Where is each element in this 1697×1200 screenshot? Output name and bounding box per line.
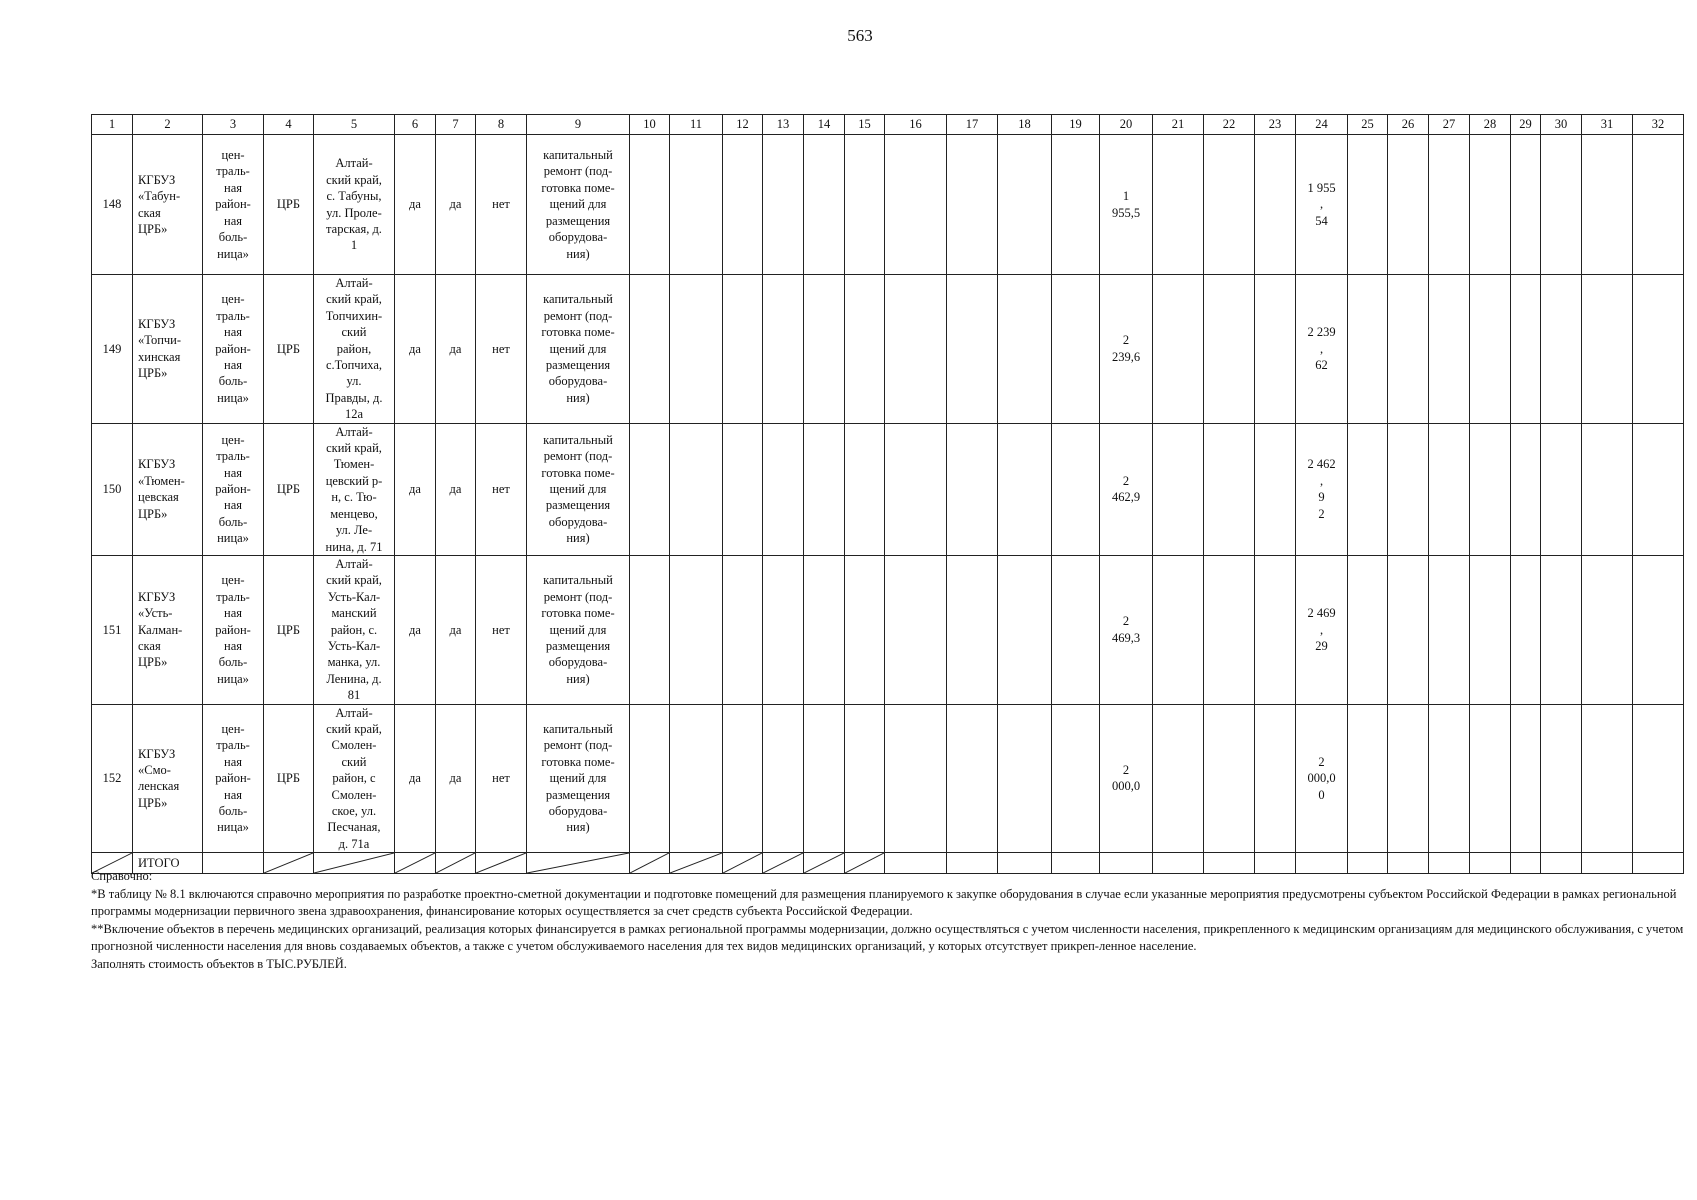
cell-col-9: капитальный ремонт (под- готовка поме- щений для размещения оборудова- ния) <box>527 275 630 424</box>
column-header-7: 7 <box>436 115 476 135</box>
empty-cell <box>630 423 670 555</box>
empty-cell <box>630 275 670 424</box>
empty-cell <box>1204 423 1255 555</box>
column-header-14: 14 <box>804 115 845 135</box>
cell-col-20: 2 000,0 <box>1100 704 1153 853</box>
empty-cell <box>670 135 723 275</box>
cell-col-3: цен- траль- ная район- ная боль- ница» <box>203 704 264 853</box>
empty-cell <box>1541 135 1582 275</box>
empty-cell <box>1511 555 1541 704</box>
objects-table <box>91 114 1684 874</box>
empty-cell <box>885 423 947 555</box>
column-header-20: 20 <box>1100 115 1153 135</box>
empty-cell <box>804 704 845 853</box>
empty-cell <box>845 704 885 853</box>
empty-cell <box>1153 275 1204 424</box>
empty-cell <box>998 555 1052 704</box>
cell-col-4: ЦРБ <box>264 555 314 704</box>
empty-cell <box>947 275 998 424</box>
empty-cell <box>1255 135 1296 275</box>
empty-cell <box>1633 135 1684 275</box>
empty-cell <box>1429 423 1470 555</box>
cell-col-7: да <box>436 275 476 424</box>
empty-cell <box>723 704 763 853</box>
empty-cell <box>723 555 763 704</box>
cell-col-5: Алтай- ский край, Усть-Кал- манский район, с. Усть-Кал- манка, ул. Ленина, д. 81 <box>314 555 395 704</box>
empty-cell <box>1153 135 1204 275</box>
cell-col-4: ЦРБ <box>264 135 314 275</box>
empty-cell <box>1052 423 1100 555</box>
empty-cell <box>630 135 670 275</box>
cell-col-4: ЦРБ <box>264 704 314 853</box>
cell-col-6: да <box>395 704 436 853</box>
empty-cell <box>1348 555 1388 704</box>
note-currency: Заполнять стоимость объектов в ТЫС.РУБЛЕЙ. <box>91 956 347 971</box>
empty-cell <box>845 275 885 424</box>
empty-cell <box>763 704 804 853</box>
empty-cell <box>1511 135 1541 275</box>
cell-col-4: ЦРБ <box>264 275 314 424</box>
column-header-2: 2 <box>133 115 203 135</box>
empty-cell <box>947 423 998 555</box>
column-header-16: 16 <box>885 115 947 135</box>
empty-cell <box>1633 423 1684 555</box>
empty-cell <box>1541 275 1582 424</box>
cell-col-1: 150 <box>92 423 133 555</box>
column-header-25: 25 <box>1348 115 1388 135</box>
total-label: ИТОГО <box>133 853 203 874</box>
empty-cell <box>1153 423 1204 555</box>
empty-cell <box>947 555 998 704</box>
empty-cell <box>885 275 947 424</box>
column-header-28: 28 <box>1470 115 1511 135</box>
empty-cell <box>1470 135 1511 275</box>
cell-col-24: 2 462 , 9 2 <box>1296 423 1348 555</box>
empty-cell <box>723 275 763 424</box>
empty-cell <box>1052 704 1100 853</box>
empty-cell <box>723 423 763 555</box>
footnotes <box>91 868 1691 973</box>
cell-col-8: нет <box>476 135 527 275</box>
empty-cell <box>1582 275 1633 424</box>
empty-cell <box>1204 135 1255 275</box>
cell-col-20: 1 955,5 <box>1100 135 1153 275</box>
table-row <box>92 423 1684 555</box>
column-header-3: 3 <box>203 115 264 135</box>
page-number: 563 <box>847 26 873 45</box>
empty-cell <box>1582 704 1633 853</box>
table-row <box>92 704 1684 853</box>
empty-cell <box>1153 704 1204 853</box>
cell-col-5: Алтай- ский край, Тюмен- цевский р- н, с. Тю- менцево, ул. Ле- нина, д. 71 <box>314 423 395 555</box>
cell-col-2: КГБУЗ «Усть- Калман- ская ЦРБ» <box>133 555 203 704</box>
empty-cell <box>670 275 723 424</box>
empty-cell <box>1052 275 1100 424</box>
empty-cell <box>845 423 885 555</box>
empty-cell <box>885 135 947 275</box>
empty-cell <box>998 275 1052 424</box>
cell-col-7: да <box>436 704 476 853</box>
note-table-8-1: *В таблицу № 8.1 включаются справочно мероприятия по разработке проектно-сметной документации и подготовке помещений для размещения планируемого к закупке оборудования в случае если указанные мероприятия предусмотрены субъектом Российской Федерации в рамках региональной программы модернизации первичного звена здравоохранения, финансирование которых осуществляется за счет средств субъекта Российской Федерации. <box>91 886 1677 918</box>
cell-col-24: 1 955 , 54 <box>1296 135 1348 275</box>
cell-col-8: нет <box>476 555 527 704</box>
empty-cell <box>998 135 1052 275</box>
empty-cell <box>1633 275 1684 424</box>
column-header-12: 12 <box>723 115 763 135</box>
cell-col-5: Алтай- ский край, Смолен- ский район, с Смолен- ское, ул. Песчаная, д. 71а <box>314 704 395 853</box>
empty-cell <box>1541 555 1582 704</box>
empty-cell <box>1255 704 1296 853</box>
empty-cell <box>1052 135 1100 275</box>
table-row <box>92 135 1684 275</box>
cell-col-20: 2 462,9 <box>1100 423 1153 555</box>
empty-cell <box>1470 555 1511 704</box>
column-header-11: 11 <box>670 115 723 135</box>
empty-cell <box>1582 423 1633 555</box>
empty-cell <box>1470 275 1511 424</box>
empty-cell <box>1633 704 1684 853</box>
empty-cell <box>804 555 845 704</box>
empty-cell <box>1511 423 1541 555</box>
cell-col-3: цен- траль- ная район- ная боль- ница» <box>203 555 264 704</box>
column-header-31: 31 <box>1582 115 1633 135</box>
empty-cell <box>845 555 885 704</box>
cell-col-1: 151 <box>92 555 133 704</box>
empty-cell <box>1470 704 1511 853</box>
empty-cell <box>1388 275 1429 424</box>
column-header-9: 9 <box>527 115 630 135</box>
column-header-23: 23 <box>1255 115 1296 135</box>
column-header-24: 24 <box>1296 115 1348 135</box>
cell-col-20: 2 469,3 <box>1100 555 1153 704</box>
empty-cell <box>630 704 670 853</box>
empty-cell <box>1429 704 1470 853</box>
column-header-19: 19 <box>1052 115 1100 135</box>
empty-cell <box>1470 423 1511 555</box>
cell-col-5: Алтай- ский край, Топчихин- ский район, с.Топчиха, ул. Правды, д. 12а <box>314 275 395 424</box>
column-header-29: 29 <box>1511 115 1541 135</box>
cell-col-4: ЦРБ <box>264 423 314 555</box>
cell-col-6: да <box>395 135 436 275</box>
column-number-row <box>92 115 1684 135</box>
empty-cell <box>845 135 885 275</box>
cell-col-7: да <box>436 555 476 704</box>
empty-cell <box>670 423 723 555</box>
empty-cell <box>1633 555 1684 704</box>
empty-cell <box>1153 555 1204 704</box>
column-header-17: 17 <box>947 115 998 135</box>
empty-cell <box>1348 135 1388 275</box>
cell-col-7: да <box>436 135 476 275</box>
empty-cell <box>1429 135 1470 275</box>
note-reference: Справочно: <box>91 869 153 883</box>
cell-col-9: капитальный ремонт (под- готовка поме- щений для размещения оборудова- ния) <box>527 704 630 853</box>
cell-col-3: цен- траль- ная район- ная боль- ница» <box>203 275 264 424</box>
empty-cell <box>998 423 1052 555</box>
cell-col-2: КГБУЗ «Тюмен- цевская ЦРБ» <box>133 423 203 555</box>
cell-col-2: КГБУЗ «Топчи- хинская ЦРБ» <box>133 275 203 424</box>
column-header-4: 4 <box>264 115 314 135</box>
empty-cell <box>1388 704 1429 853</box>
column-header-26: 26 <box>1388 115 1429 135</box>
cell-col-8: нет <box>476 704 527 853</box>
empty-cell <box>947 135 998 275</box>
empty-cell <box>1511 275 1541 424</box>
empty-cell <box>1582 135 1633 275</box>
column-header-30: 30 <box>1541 115 1582 135</box>
empty-cell <box>1388 135 1429 275</box>
cell-col-24: 2 239 , 62 <box>1296 275 1348 424</box>
empty-cell <box>804 275 845 424</box>
empty-cell <box>1255 423 1296 555</box>
empty-cell <box>763 555 804 704</box>
cell-col-9: капитальный ремонт (под- готовка поме- щений для размещения оборудова- ния) <box>527 423 630 555</box>
objects-table-wrapper <box>91 114 1684 874</box>
column-header-6: 6 <box>395 115 436 135</box>
empty-cell <box>670 555 723 704</box>
cell-col-6: да <box>395 555 436 704</box>
column-header-15: 15 <box>845 115 885 135</box>
column-header-21: 21 <box>1153 115 1204 135</box>
empty-cell <box>1255 275 1296 424</box>
table-row <box>92 555 1684 704</box>
column-header-10: 10 <box>630 115 670 135</box>
empty-cell <box>763 275 804 424</box>
column-header-1: 1 <box>92 115 133 135</box>
empty-cell <box>723 135 763 275</box>
empty-cell <box>1052 555 1100 704</box>
empty-cell <box>1582 555 1633 704</box>
empty-cell <box>630 555 670 704</box>
cell-col-20: 2 239,6 <box>1100 275 1153 424</box>
empty-cell <box>1388 555 1429 704</box>
empty-cell <box>947 704 998 853</box>
empty-cell <box>763 135 804 275</box>
empty-cell <box>1348 704 1388 853</box>
table-row <box>92 275 1684 424</box>
cell-col-7: да <box>436 423 476 555</box>
empty-cell <box>1541 704 1582 853</box>
empty-cell <box>1348 423 1388 555</box>
cell-col-8: нет <box>476 423 527 555</box>
note-inclusion-criteria: **Включение объектов в перечень медицинских организаций, реализация которых финансируется в рамках региональной программы модернизации, должно осуществляться с учетом численности населения, прикрепленного к медицинским организациям для медицинского обслуживания, с учетом прогнозной численности населения для вновь создаваемых объектов, а также с учетом обслуживаемого населения для тех видов медицинских организаций, у которых отсутствует прикреп-ленное население. <box>91 921 1684 953</box>
empty-cell <box>1204 555 1255 704</box>
cell-col-24: 2 469 , 29 <box>1296 555 1348 704</box>
cell-col-9: капитальный ремонт (под- готовка поме- щений для размещения оборудова- ния) <box>527 135 630 275</box>
cell-col-5: Алтай- ский край, с. Табуны, ул. Проле- тарская, д. 1 <box>314 135 395 275</box>
column-header-32: 32 <box>1633 115 1684 135</box>
empty-cell <box>1348 275 1388 424</box>
empty-cell <box>1388 423 1429 555</box>
empty-cell <box>670 704 723 853</box>
cell-col-1: 149 <box>92 275 133 424</box>
column-header-18: 18 <box>998 115 1052 135</box>
cell-col-3: цен- траль- ная район- ная боль- ница» <box>203 423 264 555</box>
empty-cell <box>885 704 947 853</box>
cell-col-8: нет <box>476 275 527 424</box>
empty-cell <box>1255 555 1296 704</box>
empty-cell <box>885 555 947 704</box>
table-body <box>92 135 1684 874</box>
empty-cell <box>804 423 845 555</box>
cell-col-2: КГБУЗ «Смо- ленская ЦРБ» <box>133 704 203 853</box>
cell-col-1: 152 <box>92 704 133 853</box>
cell-col-24: 2 000,0 0 <box>1296 704 1348 853</box>
column-header-8: 8 <box>476 115 527 135</box>
empty-cell <box>1204 704 1255 853</box>
column-header-13: 13 <box>763 115 804 135</box>
empty-cell <box>1204 275 1255 424</box>
cell-col-9: капитальный ремонт (под- готовка поме- щений для размещения оборудова- ния) <box>527 555 630 704</box>
empty-cell <box>1541 423 1582 555</box>
empty-cell <box>998 704 1052 853</box>
empty-cell <box>1429 555 1470 704</box>
cell-col-6: да <box>395 423 436 555</box>
empty-cell <box>763 423 804 555</box>
cell-col-3: цен- траль- ная район- ная боль- ница» <box>203 135 264 275</box>
empty-cell <box>1511 704 1541 853</box>
cell-col-1: 148 <box>92 135 133 275</box>
column-header-22: 22 <box>1204 115 1255 135</box>
empty-cell <box>1429 275 1470 424</box>
cell-col-6: да <box>395 275 436 424</box>
cell-col-2: КГБУЗ «Табун- ская ЦРБ» <box>133 135 203 275</box>
empty-cell <box>804 135 845 275</box>
column-header-5: 5 <box>314 115 395 135</box>
column-header-27: 27 <box>1429 115 1470 135</box>
